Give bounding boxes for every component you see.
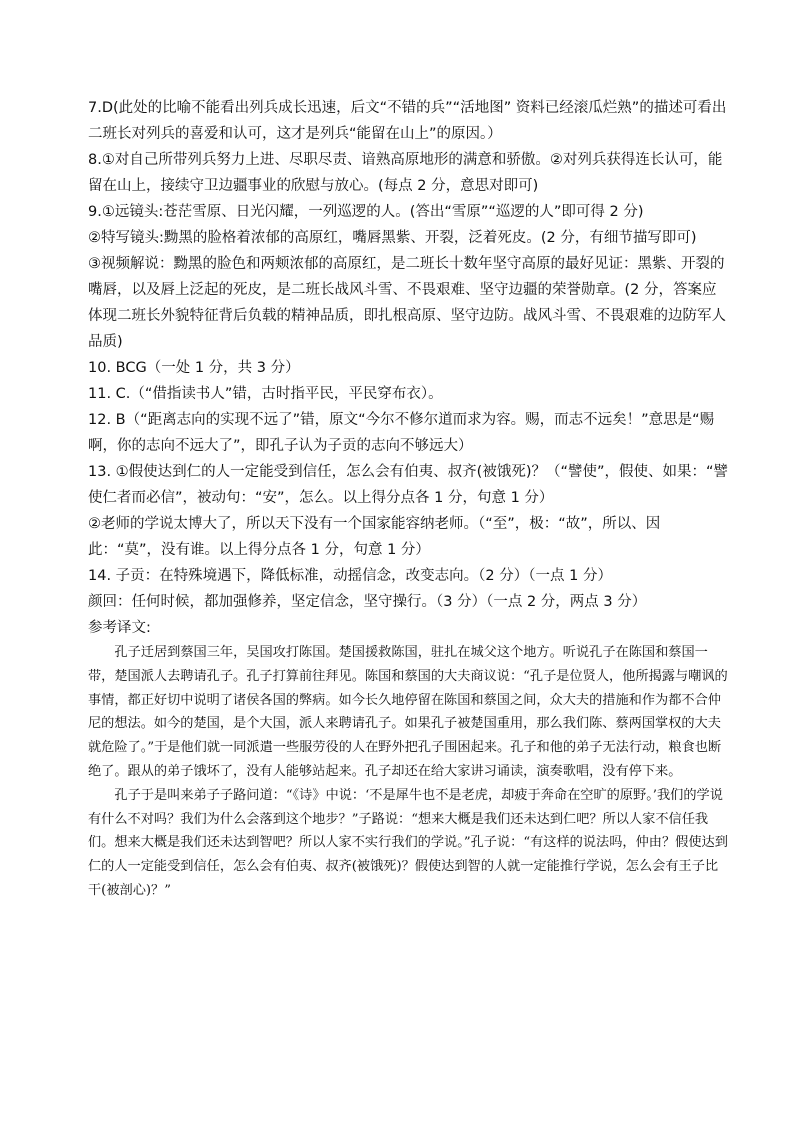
answer-12: 12. B（“距离志向的实现不远了”错，原文“今尔不修尔道而求为容。赐，而志不远矣！”意思是“赐啊，你的志向不远大了”，即孔子认为子贡的志向不够远大） — [88, 412, 715, 454]
answer-9-part-2: ②特写镜头:黝黑的脸格着浓郁的高原红，嘴唇黑紫、开裂，泛着死皮。(2 分，有细节描写即可) — [88, 230, 697, 246]
answer-14-zigong: 14. 子贡：在特殊境遇下，降低标准，动摇信念，改变志向。（2 分）（一点 1 分） — [88, 568, 612, 584]
translation-paragraph-2: 孔子于是叫来弟子子路问道：“《诗》中说：‘不是犀牛也不是老虎，却疲于奔命在空旷的原野。’我们的学说有什么不对吗？我们为什么会落到这个地步？”子路说：“想来大概是我们还未达到仁吧？所以人家不信任我们。想来大概是我们还未达到智吧？所以人家不实行我们的学说。”孔子说：“有这样的说法吗，仲由？假使达到仁的人一定能受到信任，怎么会有伯夷、叔齐(被饿死)？假使达到智的人就一定能推行学说，怎么会有王子比干(被剖心)？” — [88, 787, 728, 898]
answer-13-part-2: ②老师的学说太博大了，所以天下没有一个国家能容纳老师。（“至”，极：“故”，所以、因此：“莫”，没有谁。以上得分点各 1 分，句意 1 分） — [88, 516, 661, 558]
answer-9-part-3: ③视频解说：黝黑的脸色和两颊浓郁的高原红，是二班长十数年坚守高原的最好见证：黑紫、开裂的嘴唇，以及唇上泛起的死皮，是二班长战风斗雪、不畏艰难、坚守边疆的荣誉勋章。(2 分，答案应体现二班长外貌特征背后负载的精神品质，即扎根高原、坚守边防。战风斗雪、不畏艰难的边防军人品质) — [88, 256, 726, 350]
translation-paragraph-1: 孔子迁居到蔡国三年，吴国攻打陈国。楚国援救陈国，驻扎在城父这个地方。听说孔子在陈国和蔡国一带，楚国派人去聘请孔子。孔子打算前往拜见。陈国和蔡国的大夫商议说：“孔子是位贤人，他所揭露与嘲讽的事情，都正好切中说明了诸侯各国的弊病。如今长久地停留在陈国和蔡国之间，众大夫的措施和作为都不合仲尼的想法。如今的楚国，是个大国，派人来聘请孔子。如果孔子被楚国重用，那么我们陈、蔡两国掌权的大夫就危险了。”于是他们就一同派遣一些服劳役的人在野外把孔子围困起来。孔子和他的弟子无法行动，粮食也断绝了。跟从的弟子饿坏了，没有人能够站起来。孔子却还在给大家讲习诵读，演奏歌唱，没有停下来。 — [88, 645, 728, 779]
answer-7: 7.D(此处的比喻不能看出列兵成长迅速，后文“不错的兵”“活地图” 资料已经滚瓜烂熟”的描述可看出二班长对列兵的喜爱和认可，这才是列兵“能留在山上”的原因。） — [88, 100, 727, 142]
answer-content — [88, 95, 728, 903]
answer-14-yanhui: 颜回：任何时候，都加强修养，坚定信念，坚守操行。（3 分）（一点 2 分，两点 3 分） — [88, 594, 647, 610]
answer-9-part-1: 9.①远镜头:苍茫雪原、日光闪耀，一列巡逻的人。(答出“雪原”“巡逻的人”即可得 2 分) — [88, 204, 644, 220]
answer-13-part-1: 13. ①假使达到仁的人一定能受到信任，怎么会有伯夷、叔齐(被饿死)？（“譬使”，假使、如果：“譬使仁者而必信”，被动句：“安”，怎么。以上得分点各 1 分，句意 1 分） — [88, 464, 729, 506]
answer-8: 8.①对自己所带列兵努力上进、尽职尽责、谙熟高原地形的满意和骄傲。②对列兵获得连长认可，能留在山上，接续守卫边疆事业的欣慰与放心。(每点 2 分，意思对即可) — [88, 152, 723, 194]
answer-11: 11. C.（“借指读书人”错，古时指平民，平民穿布衣）。 — [88, 386, 443, 402]
answer-10: 10. BCG（一处 1 分，共 3 分） — [88, 360, 300, 376]
translation-heading: 参考译文: — [88, 620, 151, 636]
